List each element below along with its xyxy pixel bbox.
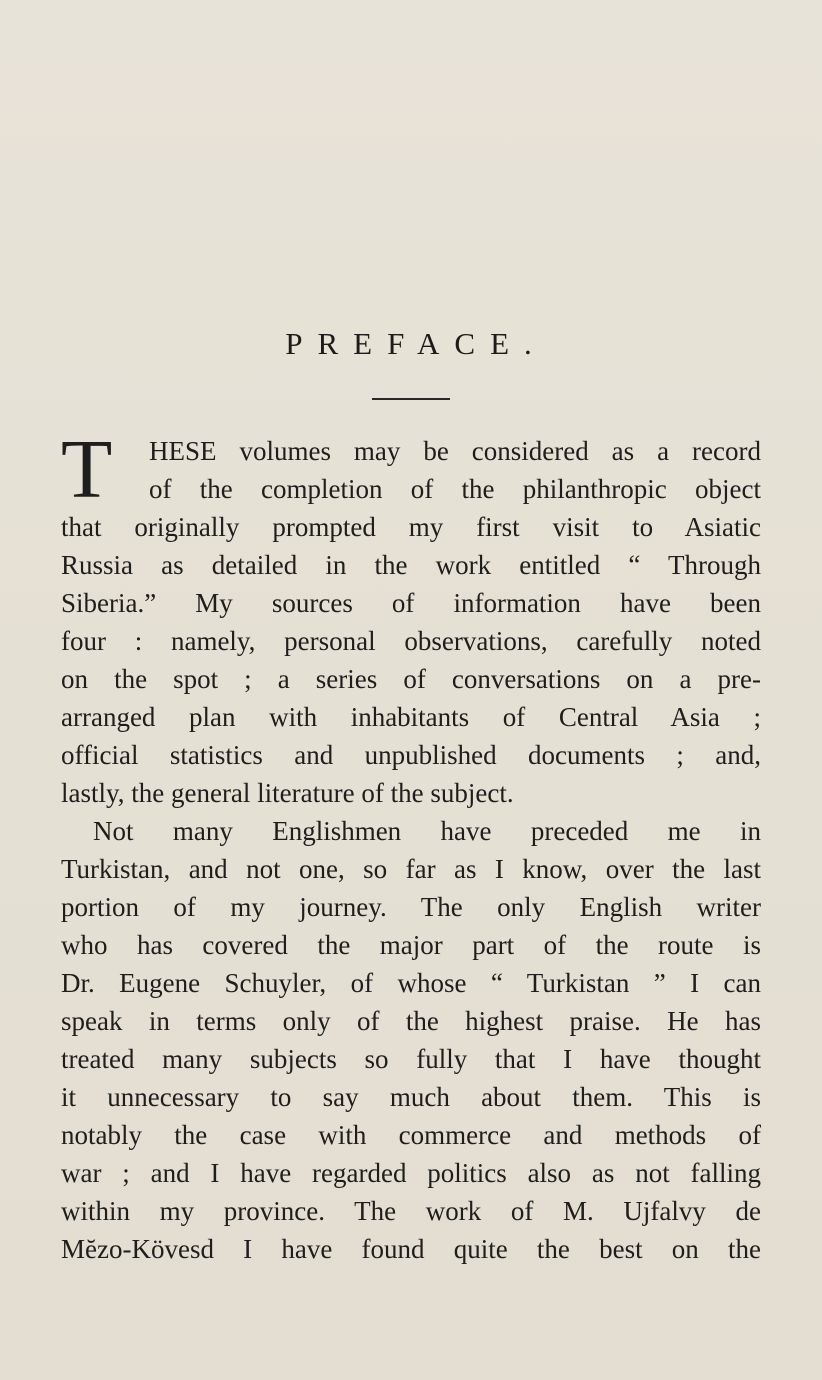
text-line: portion of my journey. The only English writer — [61, 892, 761, 922]
text-line: arranged plan with inhabitants of Central Asia ; — [61, 702, 761, 732]
preface-body — [61, 423, 761, 1268]
text-line: that originally prompted my first visit to Asiatic — [61, 512, 761, 542]
heading-rule — [372, 398, 450, 400]
preface-heading: PREFACE. — [285, 326, 547, 361]
text-line: war ; and I have regarded politics also as not falling — [61, 1158, 761, 1188]
text-line: lastly, the general literature of the subject. — [61, 778, 514, 808]
text-line: notably the case with commerce and methods of — [61, 1120, 761, 1150]
text-line: Mĕzo-Kövesd I have found quite the best on the — [61, 1234, 761, 1264]
text-line: Russia as detailed in the work entitled “ Through — [61, 550, 761, 580]
text-line: speak in terms only of the highest praise. He has — [61, 1006, 761, 1036]
text-line: Dr. Eugene Schuyler, of whose “ Turkistan ” I can — [61, 968, 761, 998]
text-line: of the completion of the philanthropic object — [149, 474, 761, 504]
text-line: HESE volumes may be considered as a record — [149, 436, 761, 466]
text-line: Siberia.” My sources of information have been — [61, 588, 761, 618]
text-line: who has covered the major part of the route is — [61, 930, 761, 960]
text-line: it unnecessary to say much about them. This is — [61, 1082, 761, 1112]
paragraph-1 — [61, 423, 761, 812]
text-line: Turkistan, and not one, so far as I know, over the last — [61, 854, 761, 884]
text-line: on the spot ; a series of conversations on a pre- — [61, 664, 761, 694]
text-line: within my province. The work of M. Ujfalvy de — [61, 1196, 761, 1226]
text-line: treated many subjects so fully that I have thought — [61, 1044, 761, 1074]
text-line: official statistics and unpublished documents ; and, — [61, 740, 761, 770]
text-line: four : namely, personal observations, carefully noted — [61, 626, 761, 656]
paragraph-2 — [61, 812, 761, 1268]
drop-cap: T — [61, 423, 113, 516]
text-line: Not many Englishmen have preceded me in — [93, 816, 761, 846]
